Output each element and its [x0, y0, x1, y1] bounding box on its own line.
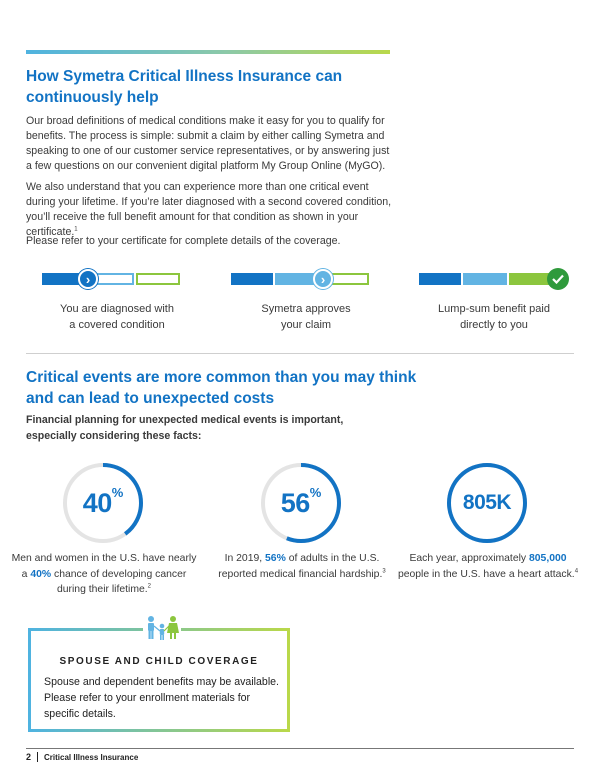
- checkmark-icon: [547, 268, 569, 290]
- intro-paragraph: Our broad definitions of medical conditions make it easy for you to qualify for benefits. The process is simple: submit a claim by either calling Symetra and speaking to one of our customer service representatives, or by answering just a few questions on our convenient digital platform My Group Online (MyGO).: [26, 115, 390, 172]
- stat-value: 40 %: [82, 485, 124, 518]
- document-name: Critical Illness Insurance: [44, 752, 139, 762]
- stat-description: Each year, approximately 805,000 people in the U.S. have a heart attack.$^4$: [397, 553, 579, 580]
- spouse-child-coverage-box: [28, 628, 290, 732]
- stat-value: 805K: [462, 491, 512, 514]
- stat-description: Men and women in the U.S. have nearly a 40% chance of developing cancer during their lifetime.$^2$: [11, 553, 197, 595]
- page-number: 2: [26, 752, 32, 762]
- process-step-paid: [419, 271, 569, 331]
- step-label: Lump-sum benefit paid directly to you: [438, 303, 550, 331]
- second-event-paragraph: We also understand that you can experience more than one critical event during your lifetime. If you’re later diagnosed with a second covered condition, you’ll receive the full benefit amount for that condition as shown in your certificate.$^1$: [26, 181, 392, 238]
- chevron-right-icon: ›: [78, 269, 98, 289]
- footer-rule: [26, 748, 574, 749]
- progress-bars: [419, 271, 569, 287]
- process-step-approves: [231, 271, 381, 331]
- footer-separator: [37, 752, 38, 762]
- certificate-note: Please refer to your certificate for complete details of the coverage.: [26, 235, 341, 247]
- process-step-diagnosed: [42, 271, 192, 331]
- facts-lead: Financial planning for unexpected medical events is important, especially considering these facts:: [26, 414, 344, 442]
- top-accent-bar: [26, 50, 390, 54]
- box-title: SPOUSE AND CHILD COVERAGE: [59, 656, 259, 667]
- step-label: You are diagnosed with a covered condition: [60, 303, 174, 331]
- box-body: Spouse and dependent benefits may be available. Please refer to your enrollment materials for specific details.: [44, 676, 280, 720]
- stat-description: In 2019, 56% of adults in the U.S. reported medical financial hardship.$^3$: [218, 553, 386, 580]
- step-label: Symetra approves your claim: [261, 303, 351, 331]
- family-icon: [143, 614, 181, 642]
- section-divider: [26, 353, 574, 354]
- section-heading-critical-events: Critical events are more common than you may think and can lead to unexpected costs: [26, 369, 417, 407]
- chevron-right-icon: ›: [313, 269, 333, 289]
- stat-value: 56 %: [280, 485, 322, 518]
- progress-bars: [231, 271, 381, 287]
- page-footer: [26, 752, 138, 762]
- progress-bars: [42, 271, 192, 287]
- section-heading-help: How Symetra Critical Illness Insurance can continuously help: [26, 68, 343, 106]
